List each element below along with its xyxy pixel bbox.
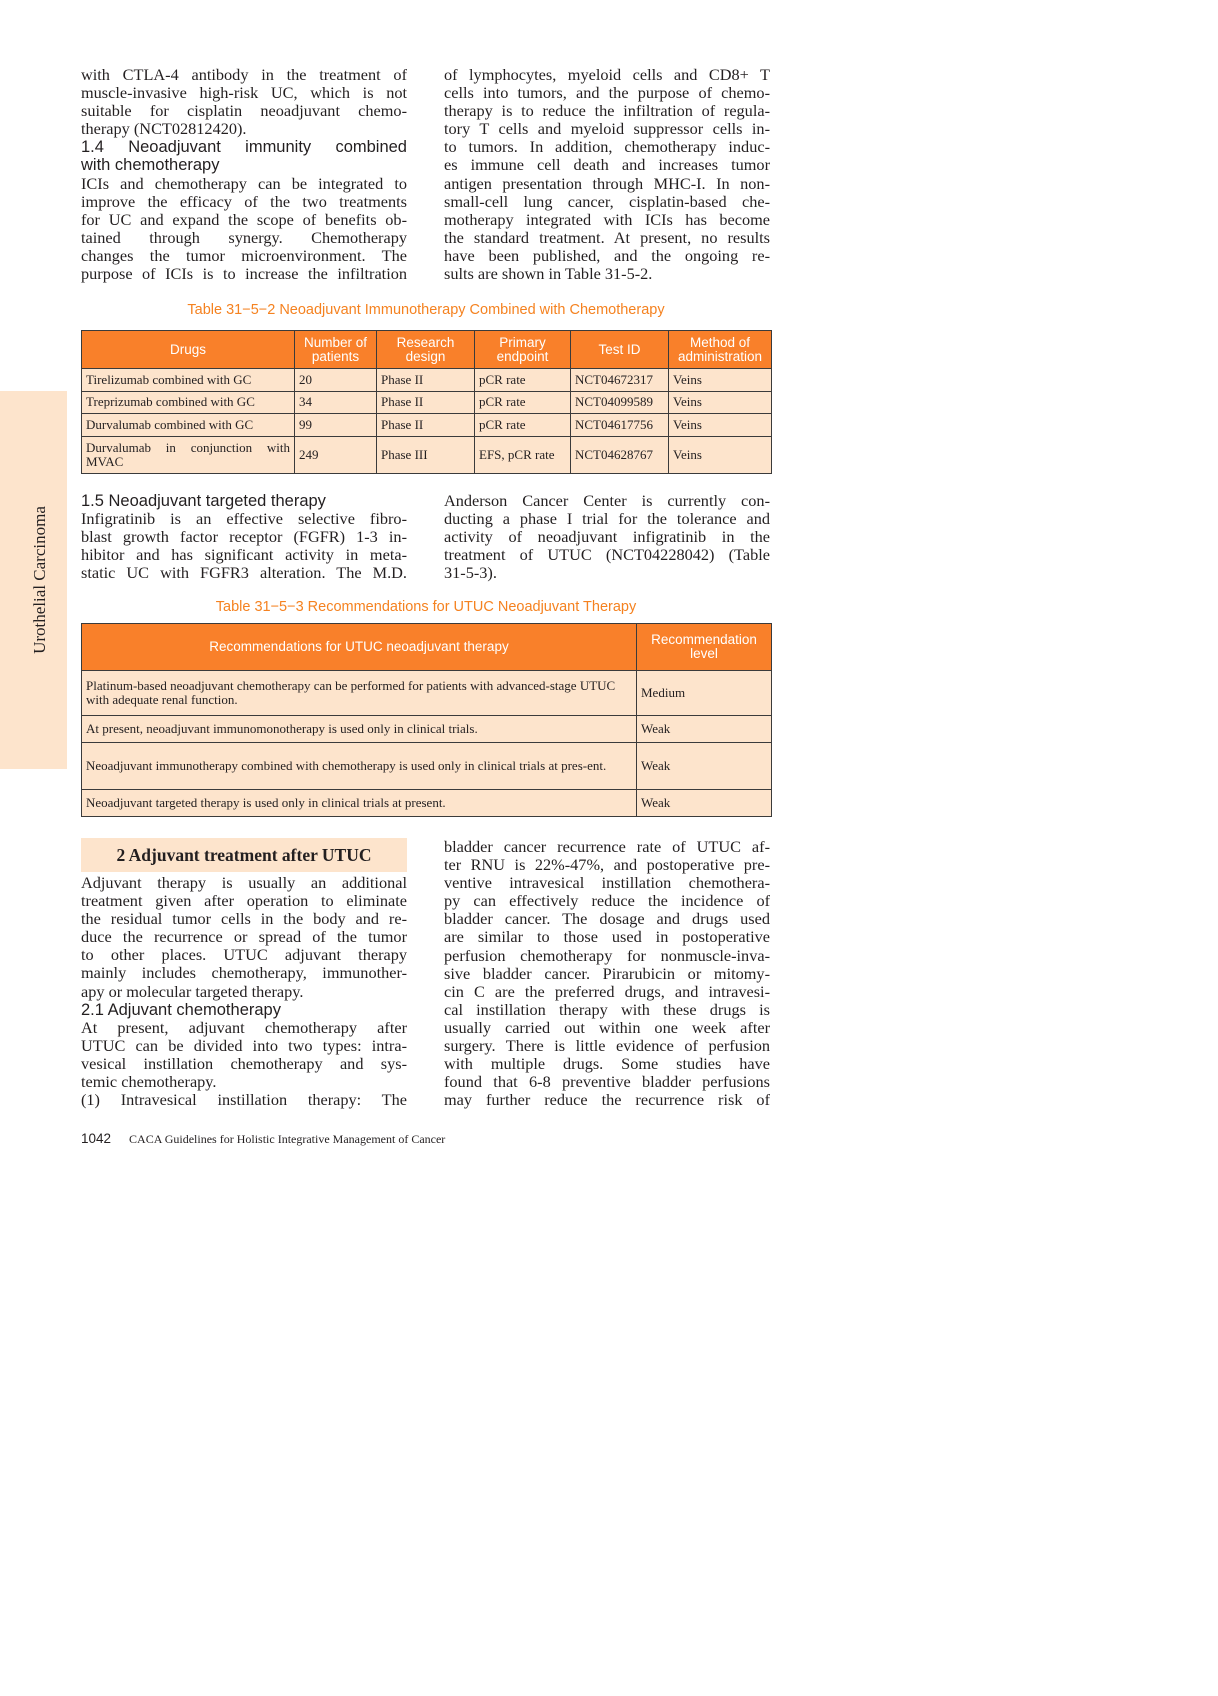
text-line: changes the tumor microenvironment. The (81, 246, 407, 265)
text-line: with multiple drugs. Some studies have (444, 1055, 770, 1074)
subsection-heading-line: 1.4 Neoadjuvant immunity combined (81, 138, 407, 157)
table-cell: 249 (295, 436, 377, 473)
table-cell: Treprizumab combined with GC (82, 391, 295, 414)
column-header: Method of administration (669, 331, 772, 369)
table-cell: Weak (637, 716, 772, 743)
column-header: Primary endpoint (475, 331, 571, 369)
table-cell: pCR rate (475, 414, 571, 437)
table-cell: Neoadjuvant targeted therapy is used only in clinical trials at present. (82, 790, 637, 817)
text-line: for UC and expand the scope of benefits ob- (81, 210, 407, 229)
text-line: may further reduce the recurrence risk of (444, 1091, 770, 1110)
recommendations-table (81, 623, 772, 817)
text-line: cells into tumors, and the purpose of chemo- (444, 84, 770, 103)
text-line: are similar to those used in postoperative (444, 928, 770, 947)
text-line: improve the efficacy of the two treatments (81, 192, 407, 211)
page-number: 1042 (81, 1131, 112, 1146)
text-column (81, 492, 407, 582)
text-line: the standard treatment. At present, no results (444, 228, 770, 247)
text-line: Infigratinib is an effective selective fibro- (81, 510, 407, 529)
text-line: to tumors. In addition, chemotherapy induc- (444, 138, 770, 157)
text-line: suitable for cisplatin neoadjuvant chemo- (81, 102, 407, 121)
text-column (81, 874, 407, 1109)
text-line: antigen presentation through MHC-I. In non- (444, 174, 770, 193)
text-line: ventive intravesical instillation chemothera- (444, 874, 770, 893)
text-line: surgery. There is little evidence of perfusion (444, 1037, 770, 1056)
text-column (444, 66, 770, 283)
page-footer (81, 1131, 445, 1147)
table-cell: Weak (637, 790, 772, 817)
table-cell: At present, neoadjuvant immunomonotherapy is used only in clinical trials. (82, 716, 637, 743)
text-column (81, 66, 407, 283)
text-line: of lymphocytes, myeloid cells and CD8+ T (444, 66, 770, 84)
table-row (82, 391, 772, 414)
text-line: cal instillation therapy with these drugs is (444, 1000, 770, 1019)
text-line: sults are shown in Table 31-5-2. (444, 265, 653, 284)
text-line: temic chemotherapy. (81, 1073, 217, 1092)
text-line: sive bladder cancer. Pirarubicin or mitomy- (444, 964, 770, 983)
table-header-row (82, 624, 772, 671)
text-line: hibitor and has significant activity in meta- (81, 546, 407, 565)
chapter-side-tab (0, 391, 67, 769)
text-line: the residual tumor cells in the body and re- (81, 910, 407, 929)
chapter-title: Urothelial Carcinoma (30, 506, 49, 654)
text-line: UTUC can be divided into two types: intra- (81, 1036, 407, 1055)
text-line: (1) Intravesical instillation therapy: The (81, 1091, 407, 1110)
table-caption: Table 31−5−2 Neoadjuvant Immunotherapy Combined with Chemotherapy (187, 302, 665, 318)
table-caption: Table 31−5−3 Recommendations for UTUC Neoadjuvant Therapy (215, 599, 637, 615)
table-cell: NCT04099589 (571, 391, 669, 414)
text-line: Anderson Cancer Center is currently con- (444, 492, 770, 510)
table-row (82, 743, 772, 790)
subsection-heading-line: 2.1 Adjuvant chemotherapy (81, 1000, 281, 1019)
text-line: with CTLA-4 antibody in the treatment of (81, 66, 407, 84)
text-line: bladder cancer. The dosage and drugs used (444, 910, 770, 929)
text-line: tory T cells and myeloid suppressor cells in- (444, 120, 770, 139)
subsection-heading-line: with chemotherapy (81, 156, 220, 175)
text-line: apy or molecular targeted therapy. (81, 982, 304, 1001)
text-line: duce the recurrence or spread of the tumor (81, 928, 407, 947)
text-line: tained through synergy. Chemotherapy (81, 228, 407, 247)
text-line: blast growth factor receptor (FGFR) 1-3 in- (81, 528, 407, 547)
table-row (82, 414, 772, 437)
text-line: py can effectively reduce the incidence of (444, 892, 770, 911)
text-line: treatment of UTUC (NCT04228042) (Table (444, 546, 770, 565)
book-title: CACA Guidelines for Holistic Integrative Management of Cancer (129, 1132, 446, 1146)
table-header-row (82, 331, 772, 369)
table-cell: Tirelizumab combined with GC (82, 369, 295, 392)
table-cell: Veins (669, 414, 772, 437)
text-line: static UC with FGFR3 alteration. The M.D. (81, 564, 407, 583)
text-line: Adjuvant therapy is usually an additional (81, 874, 407, 892)
table-row (82, 671, 772, 716)
text-line: vesical instillation chemotherapy and sys- (81, 1054, 407, 1073)
text-line: bladder cancer recurrence rate of UTUC af- (444, 838, 770, 856)
table-cell: 99 (295, 414, 377, 437)
text-line: cin C are the preferred drugs, and intravesi- (444, 982, 770, 1001)
column-header: Recommendation level (637, 624, 772, 671)
table-cell: NCT04628767 (571, 436, 669, 473)
text-line: ICIs and chemotherapy can be integrated to (81, 174, 407, 193)
table-cell: 34 (295, 391, 377, 414)
table-cell: Platinum-based neoadjuvant chemotherapy can be performed for patients with advanced-stage UTUC with adequate renal function. (82, 671, 637, 716)
text-line: treatment given after operation to eliminate (81, 892, 407, 911)
text-line: es immune cell death and increases tumor (444, 156, 770, 175)
table-row (82, 369, 772, 392)
text-line: have been published, and the ongoing re- (444, 246, 770, 265)
text-line: muscle-invasive high-risk UC, which is not (81, 84, 407, 103)
table-cell: Veins (669, 369, 772, 392)
table-cell: pCR rate (475, 391, 571, 414)
table-row (82, 436, 772, 473)
table-cell: Medium (637, 671, 772, 716)
column-header: Number of patients (295, 331, 377, 369)
table-cell: Durvalumab combined with GC (82, 414, 295, 437)
column-header: Test ID (571, 331, 669, 369)
column-header: Drugs (82, 331, 295, 369)
table-cell: 20 (295, 369, 377, 392)
section-heading: 2 Adjuvant treatment after UTUC (81, 838, 407, 872)
table-row (82, 790, 772, 817)
table-cell: Phase II (377, 391, 475, 414)
table-cell: Veins (669, 391, 772, 414)
text-line: ter RNU is 22%-47%, and postoperative pre- (444, 856, 770, 875)
table-cell: Veins (669, 436, 772, 473)
table-cell: Phase III (377, 436, 475, 473)
column-header: Research design (377, 331, 475, 369)
table-cell: pCR rate (475, 369, 571, 392)
text-line: mainly includes chemotherapy, immunother- (81, 964, 407, 983)
text-line: At present, adjuvant chemotherapy after (81, 1018, 407, 1037)
text-line: small-cell lung cancer, cisplatin-based che- (444, 192, 770, 211)
text-line: perfusion chemotherapy for nonmuscle-inva- (444, 946, 770, 965)
text-line: to other places. UTUC adjuvant therapy (81, 946, 407, 965)
text-line: ducting a phase I trial for the tolerance and (444, 510, 770, 529)
text-line: activity of neoadjuvant infigratinib in the (444, 528, 770, 547)
text-line: therapy is to reduce the infiltration of regula- (444, 102, 770, 121)
immunotherapy-table (81, 330, 772, 474)
subsection-heading-line: 1.5 Neoadjuvant targeted therapy (81, 492, 326, 510)
text-line: usually carried out within one week after (444, 1018, 770, 1037)
column-header: Recommendations for UTUC neoadjuvant therapy (82, 624, 637, 671)
text-line: purpose of ICIs is to increase the infiltration (81, 265, 407, 284)
text-column (444, 492, 770, 582)
table-cell: Phase II (377, 414, 475, 437)
text-line: motherapy integrated with ICIs has become (444, 210, 770, 229)
table-row (82, 716, 772, 743)
text-line: therapy (NCT02812420). (81, 120, 247, 139)
table-cell: EFS, pCR rate (475, 436, 571, 473)
table-cell: NCT04672317 (571, 369, 669, 392)
text-line: 31-5-3). (444, 564, 497, 583)
table-cell: Durvalumab in conjunction with MVAC (82, 436, 295, 473)
text-line: found that 6-8 preventive bladder perfusions (444, 1073, 770, 1092)
table-cell: Phase II (377, 369, 475, 392)
text-column (444, 838, 770, 1109)
table-cell: Neoadjuvant immunotherapy combined with chemotherapy is used only in clinical trials at pres-ent. (82, 743, 637, 790)
table-cell: Weak (637, 743, 772, 790)
table-cell: NCT04617756 (571, 414, 669, 437)
